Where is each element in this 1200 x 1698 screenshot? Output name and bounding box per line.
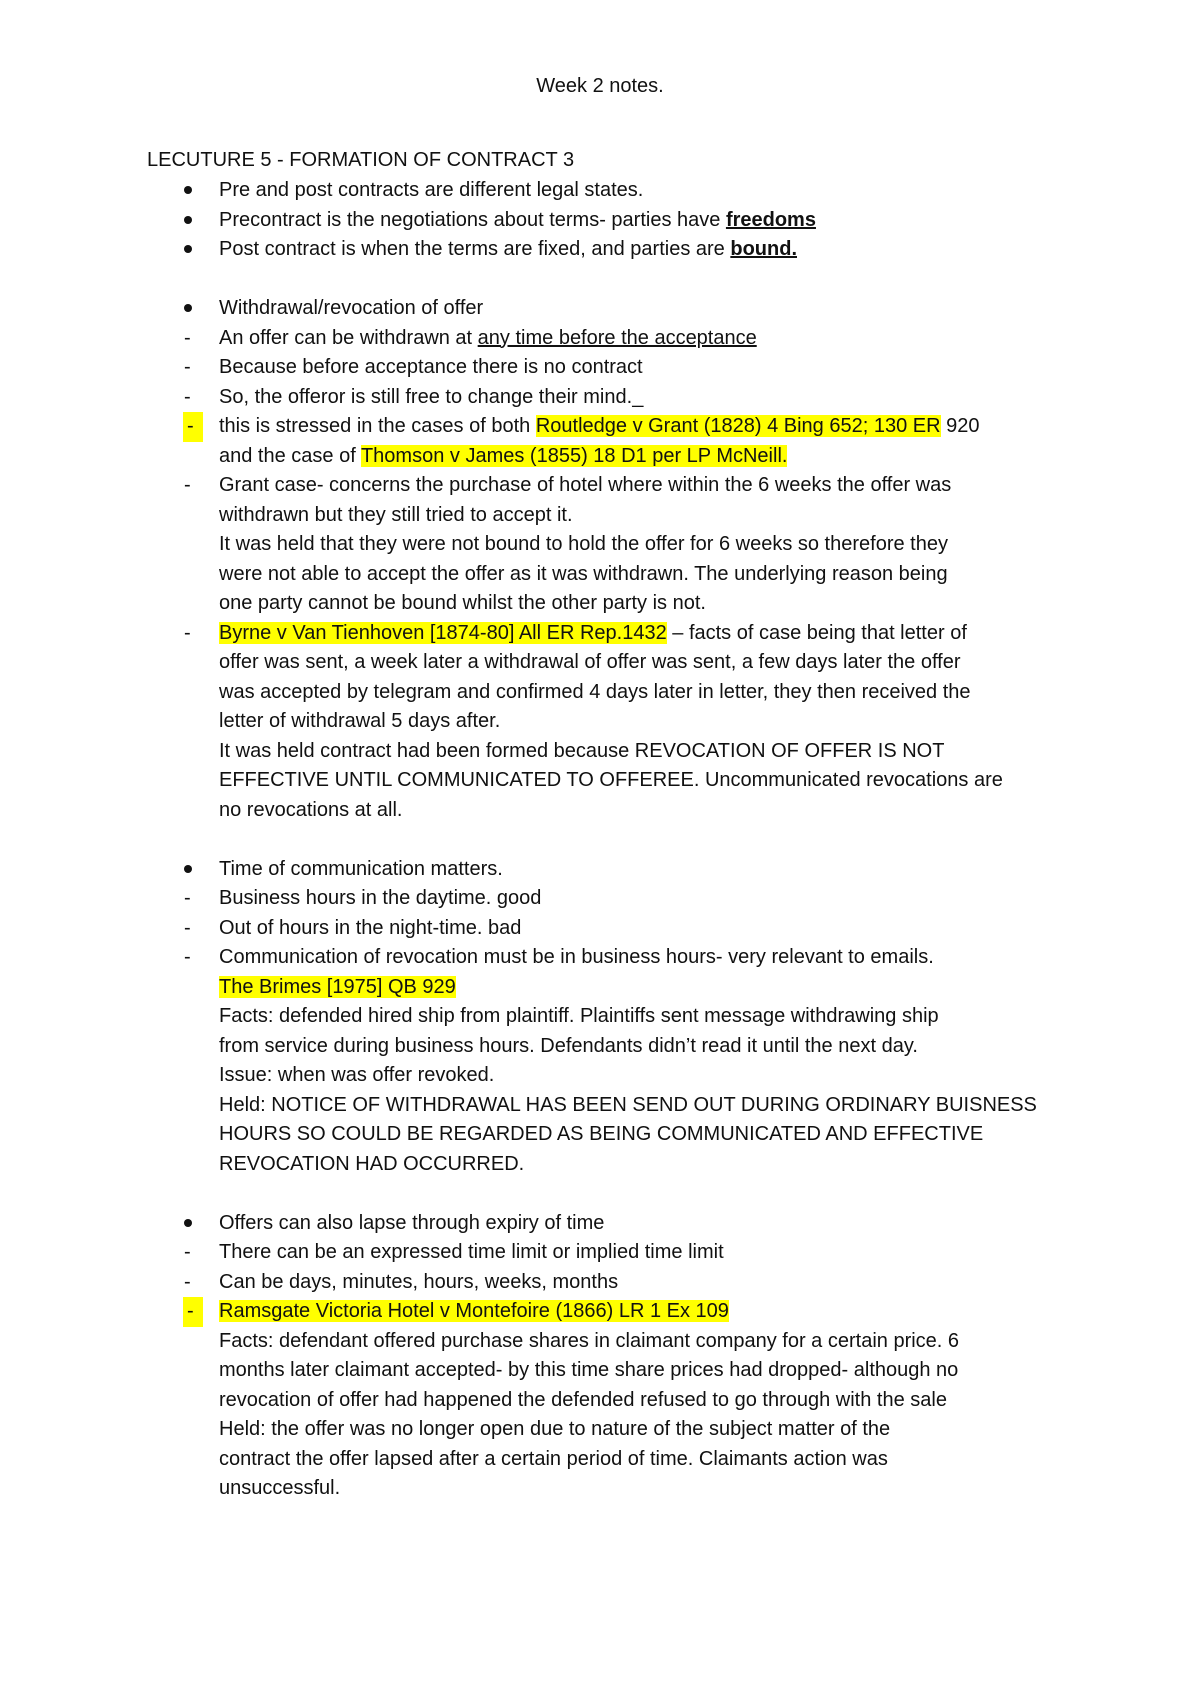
- dash-item: [147, 914, 1067, 944]
- continuation-line: It was held contract had been formed because REVOCATION OF OFFER IS NOT: [219, 739, 945, 762]
- continuation-line: offer was sent, a week later a withdrawal of offer was sent, a few days later the offer: [219, 651, 961, 673]
- case-citation: The Brimes [1975] QB 929: [219, 975, 456, 998]
- section-heading: Withdrawal/revocation of offer: [219, 297, 484, 319]
- dash-text: 920: [940, 415, 980, 437]
- bullet-item: [147, 206, 1067, 236]
- continuation-line: EFFECTIVE UNTIL COMMUNICATED TO OFFEREE. Uncommunicated revocations are: [219, 769, 1003, 791]
- continuation-line: no revocations at all.: [219, 798, 403, 821]
- bullet-icon: [184, 865, 192, 873]
- dash-text: Communication of revocation must be in business hours- very relevant to emails.: [219, 946, 934, 968]
- dash-marker: -: [184, 385, 191, 408]
- continuation-line: contract the offer lapsed after a certain period of time. Claimants action was: [219, 1447, 888, 1470]
- dash-text: this is stressed in the cases of both: [219, 415, 536, 437]
- dash-item: [147, 353, 1067, 383]
- dash-item: [147, 1268, 1067, 1298]
- dash-item: [147, 412, 1067, 442]
- continuation-line: Facts: defended hired ship from plaintiff. Plaintiffs sent message withdrawing ship: [219, 1005, 939, 1027]
- dash-item: [147, 383, 1067, 413]
- bullet-item: [147, 235, 1067, 265]
- continuation-line: was accepted by telegram and confirmed 4 days later in letter, they then received the: [219, 680, 971, 703]
- bullet-item: [147, 1209, 1067, 1239]
- continuation-line: HOURS SO COULD BE REGARDED AS BEING COMMUNICATED AND EFFECTIVE: [219, 1123, 984, 1145]
- dash-marker: -: [184, 1241, 191, 1263]
- bullet-icon: [184, 186, 192, 194]
- continuation-line: were not able to accept the offer as it was withdrawn. The underlying reason being: [219, 562, 948, 585]
- bullet-icon: [184, 245, 192, 253]
- dash-text: Grant case- concerns the purchase of hotel where within the 6 weeks the offer was: [219, 474, 952, 496]
- dash-text: So, the offeror is still free to change their mind.: [219, 385, 633, 408]
- continuation-line: Held: NOTICE OF WITHDRAWAL HAS BEEN SEND OUT DURING ORDINARY BUISNESS: [219, 1093, 1037, 1116]
- bullet-text: Post contract is when the terms are fixed, and parties are: [219, 238, 731, 260]
- dash-marker: -: [187, 1300, 194, 1322]
- dash-text: – facts of case being that letter of: [666, 621, 967, 644]
- dash-text: Can be days, minutes, hours, weeks, months: [219, 1270, 619, 1293]
- continuation-line: one party cannot be bound whilst the other party is not.: [219, 592, 706, 614]
- continuation-line: revocation of offer had happened the defended refused to go through with the sale: [219, 1388, 947, 1411]
- dash-item: [147, 471, 1067, 501]
- trailing-underscore: _: [632, 385, 644, 408]
- dash-text: Business hours in the daytime. good: [219, 887, 542, 909]
- bullet-text: Pre and post contracts are different legal states.: [219, 179, 644, 201]
- case-citation: Routledge v Grant (1828) 4 Bing 652; 130 ER: [535, 415, 941, 437]
- underlined-phrase: any time before the acceptance: [477, 326, 757, 349]
- case-citation: Ramsgate Victoria Hotel v Montefoire (1866) LR 1 Ex 109: [219, 1300, 729, 1322]
- bullet-item: [147, 855, 1067, 885]
- continuation-line: REVOCATION HAD OCCURRED.: [219, 1152, 525, 1175]
- continuation-line: letter of withdrawal 5 days after.: [219, 710, 501, 732]
- dash-marker: -: [184, 474, 191, 496]
- dash-text: There can be an expressed time limit or implied time limit: [219, 1241, 724, 1263]
- dash-item: [147, 1297, 1067, 1327]
- dash-text: and the case of: [219, 444, 361, 467]
- bullet-icon: [184, 216, 192, 224]
- dash-marker: -: [184, 887, 191, 909]
- dash-marker: -: [184, 946, 191, 968]
- dash-marker: -: [184, 916, 191, 939]
- continuation-line: Held: the offer was no longer open due to nature of the subject matter of the: [219, 1418, 891, 1440]
- dash-marker: -: [184, 621, 191, 644]
- bullet-icon: [184, 304, 192, 312]
- bullet-icon: [184, 1219, 192, 1227]
- dash-marker: -: [184, 1270, 191, 1293]
- case-citation: Byrne v Van Tienhoven [1874-80] All ER Rep.1432: [219, 621, 667, 644]
- continuation-line: withdrawn but they still tried to accept it.: [219, 503, 573, 526]
- continuation-line: months later claimant accepted- by this time share prices had dropped- although no: [219, 1359, 959, 1381]
- dash-marker: -: [187, 415, 194, 437]
- section-heading: Time of communication matters.: [219, 857, 503, 880]
- dash-item: [147, 1238, 1067, 1268]
- dash-item: [147, 619, 1067, 649]
- continuation-line: unsuccessful.: [219, 1477, 341, 1499]
- dash-text: Because before acceptance there is no contract: [219, 356, 643, 378]
- continuation-line: Issue: when was offer revoked.: [219, 1064, 495, 1086]
- continuation-line: It was held that they were not bound to hold the offer for 6 weeks so therefore they: [219, 533, 948, 555]
- dash-text: Out of hours in the night-time. bad: [219, 916, 522, 939]
- dash-marker: -: [184, 356, 191, 378]
- emphasis-bound: bound.: [730, 238, 797, 260]
- emphasis-freedoms: freedoms: [725, 208, 816, 231]
- dash-text: An offer can be withdrawn at: [219, 326, 478, 349]
- section-heading: Offers can also lapse through expiry of time: [219, 1211, 605, 1234]
- dash-item: [147, 884, 1067, 914]
- bullet-item: [147, 176, 1067, 206]
- lecture-heading: LECUTURE 5 - FORMATION OF CONTRACT 3: [147, 149, 575, 171]
- bullet-text: Precontract is the negotiations about terms- parties have: [219, 208, 726, 231]
- dash-item: [147, 324, 1067, 354]
- dash-marker: -: [184, 326, 191, 349]
- dash-item: [147, 943, 1067, 973]
- continuation-line: Facts: defendant offered purchase shares in claimant company for a certain price. 6: [219, 1329, 960, 1352]
- bullet-item: [147, 294, 1067, 324]
- case-citation: Thomson v James (1855) 18 D1 per LP McNeill.: [360, 444, 788, 467]
- notes-body: [147, 176, 1067, 1504]
- continuation-line: from service during business hours. Defendants didn’t read it until the next day.: [219, 1034, 918, 1057]
- page-title: Week 2 notes.: [536, 75, 664, 97]
